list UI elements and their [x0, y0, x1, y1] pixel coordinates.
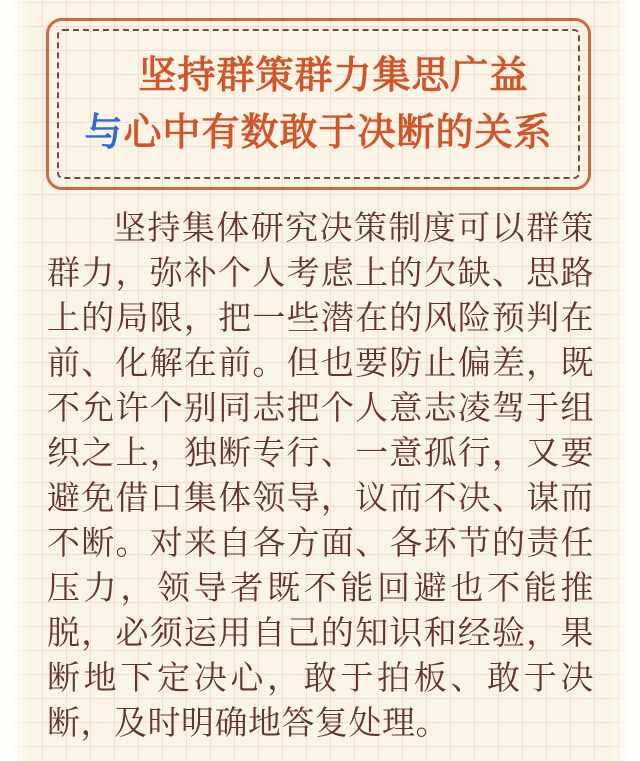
title-line-2-highlight: 与: [84, 110, 124, 154]
title-line-1: 坚持群策群力集思广益: [138, 53, 529, 97]
page-edge-fade-left: [0, 0, 28, 761]
title-box-dashed-frame: [57, 29, 580, 179]
page-edge-fade-right: [612, 0, 640, 761]
body-paragraph: 坚持集体研究决策制度可以群策群力，弥补个人考虑上的欠缺、思路上的局限，把一些潜在的风险预判在前、化解在前。但也要防止偏差，既不允许个别同志把个人意志凌驾于组织之上，独断专行、一意孤行，又要避免借口集体领导，议而不决、谋而不断。对来自各方面、各环节的责任压力，领导者既不能回避也不能推脱，必须运用自己的知识和经验，果断地下定决心，敢于拍板、敢于决断，及时明确地答复处理。: [47, 208, 594, 742]
title-line-2-rest: 心中有数敢于决断的关系: [123, 110, 553, 154]
title-line-2: [59, 104, 578, 161]
title-box: [46, 18, 591, 190]
